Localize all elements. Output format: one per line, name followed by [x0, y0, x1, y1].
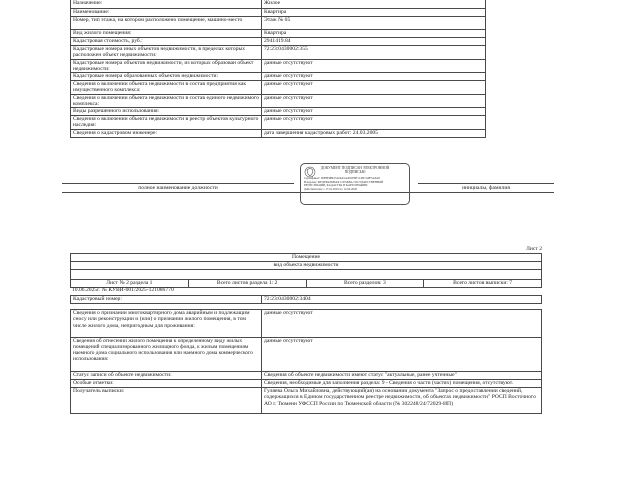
table-row	[71, 9, 486, 17]
table-row	[71, 46, 486, 60]
table-row	[71, 270, 542, 280]
table-row	[71, 38, 486, 46]
sheets-total: Всего листов выписки: 7	[424, 280, 542, 288]
row-label: Особые отметки:	[71, 380, 262, 388]
table-row	[71, 372, 542, 380]
object-details-table	[70, 309, 542, 414]
row-value: Сведения, необходимые для заполнения раздела: 9 - Сведения о части (частях) помещения, отсутствуют.	[262, 380, 542, 388]
sheets-total-section: Всего листов раздела 1: 2	[188, 280, 306, 288]
row-label: Получатель выписки:	[71, 388, 262, 414]
stamp-certificate: Сертификат: 00F8E9BD7A04A5A4D1E8F1C2B7A9F5A0A8	[304, 175, 380, 180]
row-label: Сведения о включении объекта недвижимости в состав единого недвижимого комплекса:	[71, 94, 262, 108]
row-value: данные отсутствуют	[262, 108, 486, 116]
electronic-signature-stamp	[300, 163, 410, 205]
row-label: Вид жилого помещения:	[71, 30, 262, 38]
cad-number-value: 72:23:0430002:3404	[262, 296, 542, 304]
table-row	[71, 0, 486, 9]
row-label: Сведения о кадастровом инженере:	[71, 129, 262, 137]
row-value: данные отсутствуют	[262, 94, 486, 108]
row-label: Сведения о включении объекта недвижимости в состав предприятия как имущественного комплекса:	[71, 81, 262, 95]
row-label: Номер, тип этажа, на котором расположено помещение, машино-место	[71, 17, 262, 30]
row-value: Сведения об объекте недвижимости имеют статус "актуальные, ранее учтенные"	[262, 372, 542, 380]
row-label: Сведения об отнесении жилого помещения к определенному виду жилых помещений специализированного жилищного фонда, к жилым помещениям наемного дома социального использования или наемного дома коммерческого использования:	[71, 338, 262, 372]
row-label: Сведения о признании многоквартирного дома аварийным и подлежащим сносу или реконструкции и (или) о признании жилого помещения, в том числе жилого дома, непригодным для проживания:	[71, 310, 262, 338]
row-value: данные отсутствуют	[262, 338, 542, 372]
section-title: Помещение	[71, 254, 542, 262]
row-value: 72:23:0430002:355	[262, 46, 486, 60]
table-row	[71, 310, 542, 338]
row-label: Виды разрешенного использования:	[71, 108, 262, 116]
row-value: Этаж № 05	[262, 17, 486, 30]
signature-line-right	[418, 183, 554, 184]
row-label: Кадастровая стоимость, руб.:	[71, 38, 262, 46]
table-row	[71, 116, 486, 130]
row-value: Гуляева Ольга Михайловна, действующий(ая) на основании документа "Запрос о предоставлении сведений, содержащихся в Едином государственном реестре недвижимости, об объектах недвижимости" РОСП Восточного АО г. Тюмени УФССП России по Тюменской области (№ 302248/24/72029-ИП)	[262, 388, 542, 414]
row-value: Квартира	[262, 9, 486, 17]
position-caption: полное наименование должности	[138, 185, 218, 191]
row-label: Кадастровые номера образованных объектов недвижимости:	[71, 73, 262, 81]
stamp-title: ДОКУМЕНТ ПОДПИСАН ЭЛЕКТРОННОЙ ПОДПИСЬЮ	[320, 166, 390, 175]
table-row	[71, 296, 542, 304]
row-label: Наименование:	[71, 9, 262, 17]
property-details-table	[70, 0, 486, 138]
sheet-label: Лист 2	[526, 246, 542, 252]
table-row	[71, 129, 486, 137]
section-subtitle: вид объекта недвижимости	[71, 262, 542, 270]
row-value: дата завершения кадастровых работ: 24.03.2005	[262, 129, 486, 137]
stamp-owner-cont: РЕГИСТРАЦИИ, КАДАСТРА И КАРТОГРАФИИ	[304, 183, 368, 188]
row-value: данные отсутствуют	[262, 81, 486, 95]
spacer-row	[71, 270, 542, 280]
extract-date-number: 10.06.2025г. № КУВИ-001/2025-121086770	[72, 287, 174, 293]
name-caption: инициалы, фамилия	[462, 185, 510, 191]
cad-number-label: Кадастровый номер:	[71, 296, 262, 304]
section-header-table	[70, 253, 542, 288]
table-row	[71, 73, 486, 81]
table-row	[71, 338, 542, 372]
row-value: данные отсутствуют	[262, 310, 542, 338]
row-value: 2941419.84	[262, 38, 486, 46]
table-row	[71, 262, 542, 270]
signature-line-left	[62, 183, 294, 184]
row-label: Кадастровые номера иных объектов недвижимости, в пределах которых расположен объект недвижимости:	[71, 46, 262, 60]
table-row	[71, 254, 542, 262]
row-value: данные отсутствуют	[262, 116, 486, 130]
row-label: Статус записи об объекте недвижимости:	[71, 372, 262, 380]
stamp-validity: Действителен: с 17.01.2025 по 12.04.2026	[304, 187, 358, 192]
table-row	[71, 17, 486, 30]
table-row	[71, 380, 542, 388]
table-row	[71, 108, 486, 116]
sections-total: Всего разделов: 3	[306, 280, 424, 288]
row-value: данные отсутствуют	[262, 73, 486, 81]
table-row	[71, 81, 486, 95]
row-value: Жилое	[262, 0, 486, 9]
coat-of-arms-icon	[304, 166, 316, 178]
table-row	[71, 388, 542, 414]
row-value: данные отсутствуют	[262, 59, 486, 73]
cadastral-number-table	[70, 295, 542, 304]
table-row	[71, 30, 486, 38]
row-label: Кадастровые номера объектов недвижимости, из которых образован объект недвижимости:	[71, 59, 262, 73]
table-row	[71, 59, 486, 73]
row-label: Назначение:	[71, 0, 262, 9]
row-label: Сведения о включении объекта недвижимости в реестр объектов культурного наследия:	[71, 116, 262, 130]
row-value: Квартира	[262, 30, 486, 38]
stamp-owner: Владелец: ФЕДЕРАЛЬНАЯ СЛУЖБА ГОСУДАРСТВЕННОЙ	[304, 179, 384, 184]
table-row	[71, 94, 486, 108]
sheet-info: Лист № 2 раздела 1	[71, 280, 189, 288]
